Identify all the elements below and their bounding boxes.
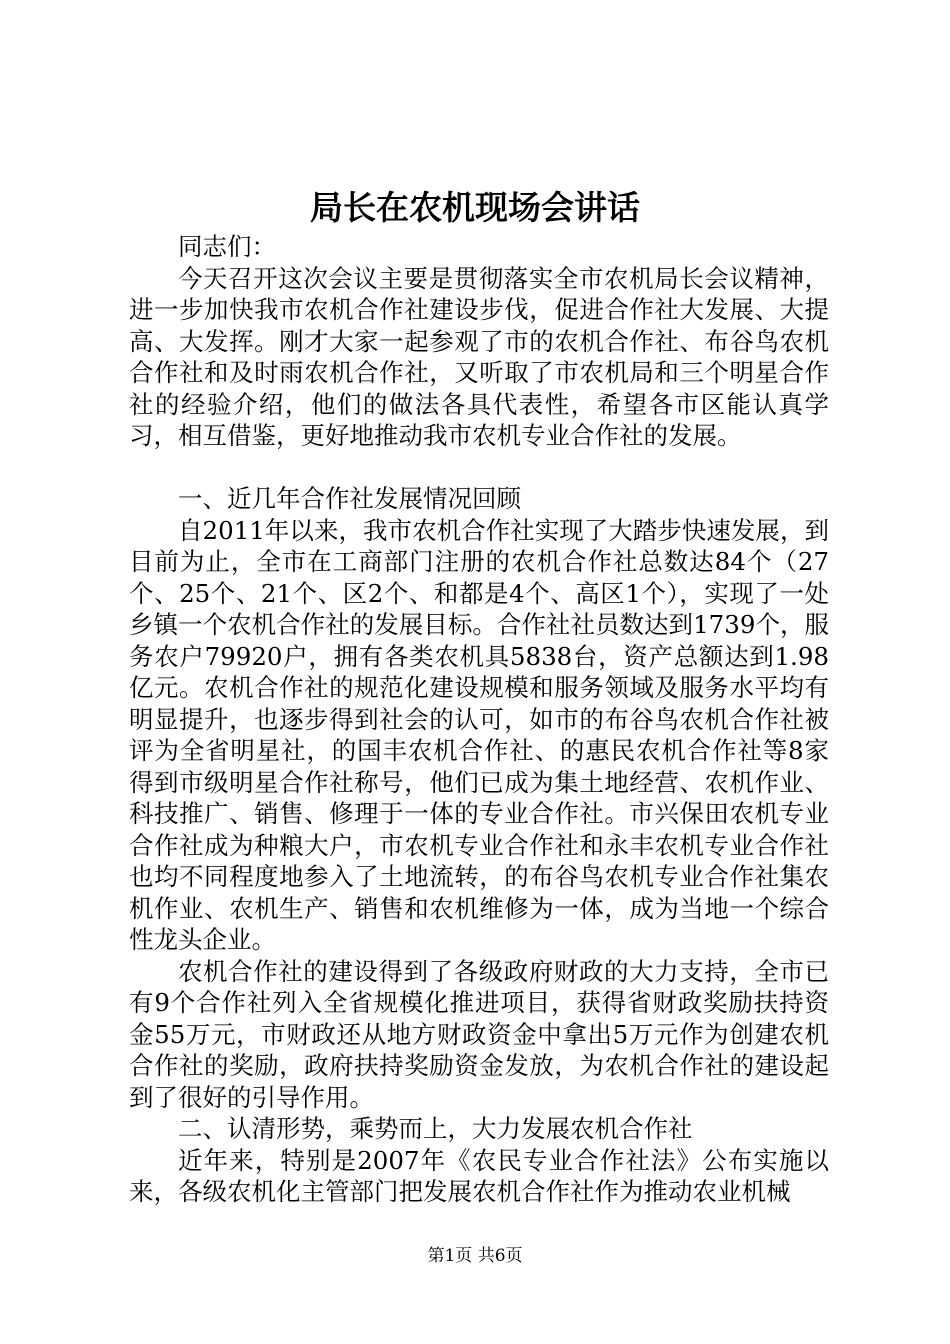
document-title: 局长在农机现场会讲话 <box>310 188 640 227</box>
paragraph-spacer <box>129 452 829 484</box>
paragraph-funding: 农机合作社的建设得到了各级政府财政的大力支持，全市已有9个合作社列入全省规模化推进项目，获得省财政奖励扶持资金55万元，市财政还从地方财政资金中拿出5万元作为创建农机合作社的奖励，政府扶持奖励资金发放，为农机合作社的建设起到了很好的引导作用。 <box>129 956 829 1112</box>
section-heading-2: 二、认清形势，乘势而上，大力发展农机合作社 <box>178 1114 693 1143</box>
section-heading-1: 一、近几年合作社发展情况回顾 <box>178 484 521 513</box>
greeting: 同志们： <box>178 232 276 261</box>
paragraph-development: 自2011年以来，我市农机合作社实现了大踏步快速发展，到目前为止，全市在工商部门注册的农机合作社总数达84个（27个、25个、21个、区2个、和都是4个、高区1个），实现了一处乡镇一个农机合作社的发展目标。合作社社员数达到1739个，服务农户79920户，拥有各类农机具5838台，资产总额达到1.98亿元。农机合作社的规范化建设规模和服务领域及服务水平均有明显提升，也逐步得到社会的认可，如市的布谷鸟农机合作社被评为全省明星社，的国丰农机合作社、的惠民农机合作社等8家得到市级明星合作社称号，他们已成为集土地经营、农机作业、科技推广、销售、修理于一体的专业合作社。市兴保田农机专业合作社成为种粮大户，市农机专业合作社和永丰农机专业合作社也均不同程度地参入了土地流转，的布谷鸟农机专业合作社集农机作业、农机生产、销售和农机维修为一体，成为当地一个综合性龙头企业。 <box>129 515 829 954</box>
paragraph-recent: 近年来，特别是2007年《农民专业合作社法》公布实施以来，各级农机化主管部门把发展农机合作社作为推动农业机械 <box>129 1145 829 1206</box>
page-footer: 第1页 共6页 <box>427 1246 523 1266</box>
paragraph-intro: 今天召开这次会议主要是贯彻落实全市农机局长会议精神，进一步加快我市农机合作社建设步伐，促进合作社大发展、大提高、大发挥。刚才大家一起参观了市的农机合作社、布谷鸟农机合作社和及时雨农机合作社，又听取了市农机局和三个明星合作社的经验介绍，他们的做法各具代表性，希望各市区能认真学习，相互借鉴，更好地推动我市农机专业合作社的发展。 <box>129 263 829 450</box>
document-body <box>129 231 829 1208</box>
